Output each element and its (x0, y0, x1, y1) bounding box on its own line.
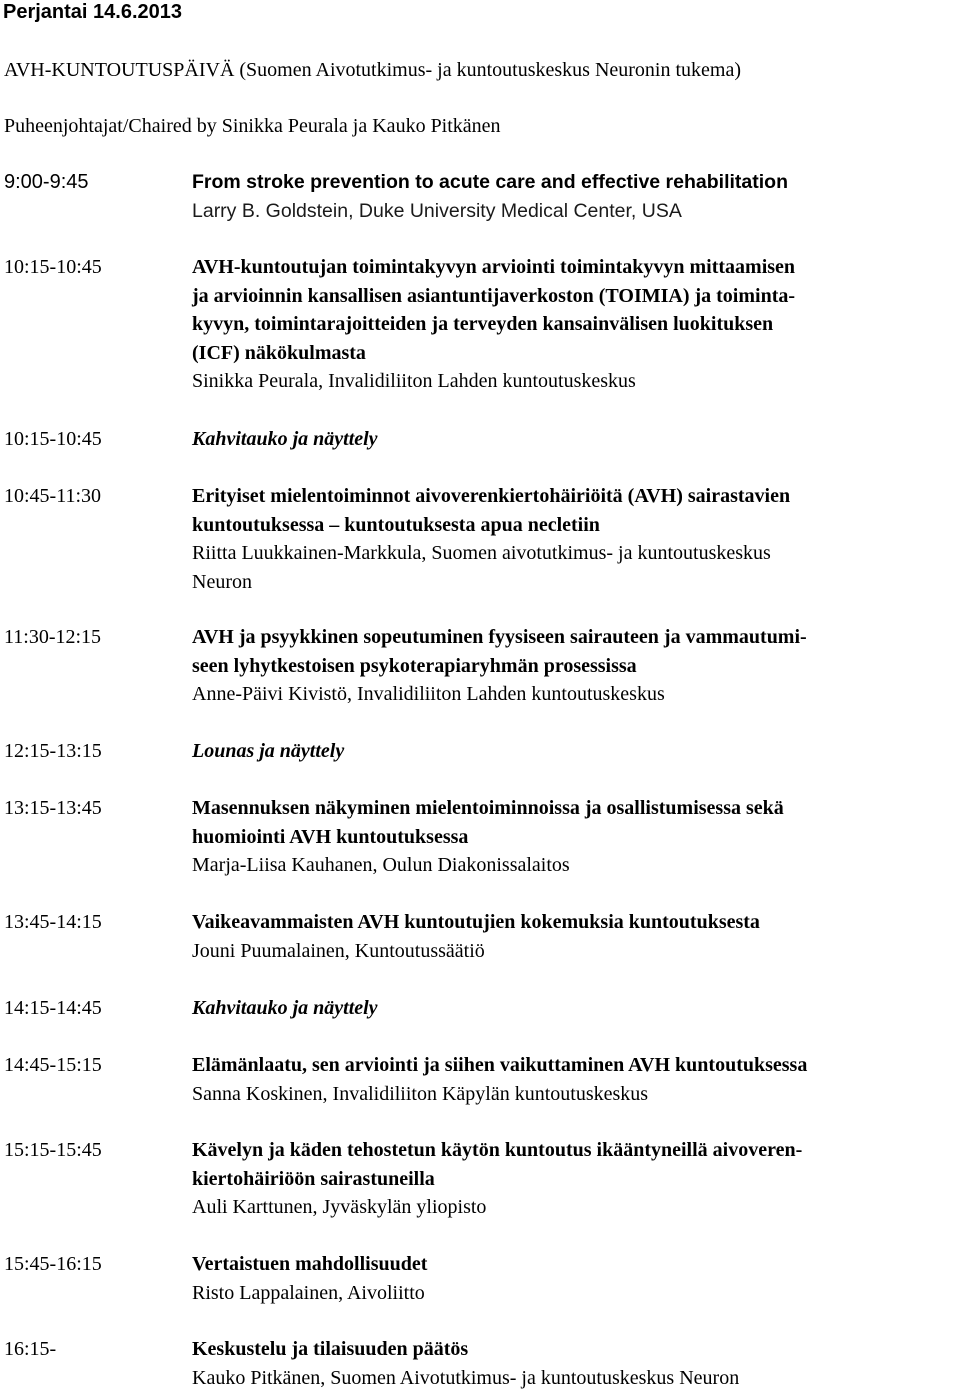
session-speaker: Riitta Luukkainen-Markkula, Suomen aivotutkimus- ja kuntoutuskeskus (192, 542, 771, 564)
session-speaker: Auli Karttunen, Jyväskylän yliopisto (192, 1196, 487, 1218)
session-title: kuntoutuksessa – kuntoutuksesta apua necletiin (192, 513, 600, 536)
session-time: 9:00-9:45 (4, 171, 89, 193)
session-content (192, 253, 960, 396)
session-title: ja arvioinnin kansallisen asiantuntijaverkoston (TOIMIA) ja toiminta- (192, 284, 796, 307)
session-speaker: Larry B. Goldstein, Duke University Medical Center, USA (192, 199, 682, 222)
session-time: 10:15-10:45 (4, 256, 102, 278)
session-title: Elämänlaatu, sen arviointi ja siihen vaikuttaminen AVH kuntoutuksessa (192, 1054, 808, 1076)
session-speaker: Sinikka Peurala, Invalidiliiton Lahden kuntoutuskeskus (192, 370, 636, 392)
session-time: 13:45-14:15 (4, 911, 102, 933)
session-title: AVH ja psyykkinen sopeutuminen fyysiseen sairauteen ja vammautumi- (192, 626, 807, 648)
event-title: AVH-KUNTOUTUSPÄIVÄ (Suomen Aivotutkimus- ja kuntoutuskeskus Neuronin tukema) (4, 59, 742, 81)
day-title: Perjantai 14.6.2013 (3, 1, 183, 23)
session-title: Kahvitauko ja näyttely (192, 428, 378, 450)
session-time: 12:15-13:15 (4, 740, 102, 762)
session-title: AVH-kuntoutujan toimintakyvyn arviointi toimintakyvyn mittaamisen (192, 256, 796, 278)
session-title: Keskustelu ja tilaisuuden päätös (192, 1338, 469, 1360)
session-title: seen lyhytkestoisen psykoterapiaryhmän prosessissa (192, 654, 637, 677)
session-title: Vertaistuen mahdollisuudet (192, 1253, 428, 1275)
chairs: Puheenjohtajat/Chaired by Sinikka Peurala ja Kauko Pitkänen (4, 115, 501, 137)
session-time: 10:45-11:30 (4, 485, 102, 507)
session-title: kyvyn, toimintarajoitteiden ja terveyden kansainvälisen luokituksen (192, 313, 774, 335)
session-title: huomiointi AVH kuntoutuksessa (192, 825, 469, 848)
session-title: kiertohäiriöön sairastuneilla (192, 1167, 435, 1190)
session-time: 15:45-16:15 (4, 1253, 102, 1275)
session-title: Kävelyn ja käden tehostetun käytön kuntoutus ikääntyneillä aivoveren- (192, 1139, 803, 1161)
session-content (192, 623, 960, 709)
session-content (192, 994, 960, 1023)
session-content (192, 1051, 960, 1108)
session-time: 16:15- (4, 1338, 57, 1360)
session-speaker: Marja-Liisa Kauhanen, Oulun Diakonissalaitos (192, 854, 570, 876)
session-title: From stroke prevention to acute care and effective rehabilitation (192, 171, 788, 193)
session-content (192, 1250, 960, 1307)
session-title: Lounas ja näyttely (192, 740, 345, 762)
session-content (192, 425, 960, 454)
session-title: Masennuksen näkyminen mielentoiminnoissa ja osallistumisessa sekä (192, 797, 784, 819)
session-title: (ICF) näkökulmasta (192, 341, 366, 364)
session-content (192, 908, 960, 965)
session-title: Vaikeavammaisten AVH kuntoutujien kokemuksia kuntoutuksesta (192, 911, 760, 933)
session-time: 15:15-15:45 (4, 1139, 102, 1161)
session-content (192, 168, 960, 225)
session-speaker: Neuron (192, 570, 252, 593)
session-content (192, 1335, 960, 1392)
session-speaker: Jouni Puumalainen, Kuntoutussäätiö (192, 939, 485, 962)
session-content (192, 482, 960, 596)
session-speaker: Kauko Pitkänen, Suomen Aivotutkimus- ja kuntoutuskeskus Neuron (192, 1366, 740, 1389)
session-time: 10:15-10:45 (4, 428, 102, 450)
session-speaker: Sanna Koskinen, Invalidiliiton Käpylän kuntoutuskeskus (192, 1082, 649, 1105)
session-title: Kahvitauko ja näyttely (192, 997, 378, 1019)
session-content (192, 1136, 960, 1222)
session-speaker: Risto Lappalainen, Aivoliitto (192, 1281, 425, 1304)
session-speaker: Anne-Päivi Kivistö, Invalidiliiton Lahden kuntoutuskeskus (192, 683, 665, 705)
session-content (192, 794, 960, 880)
session-time: 14:45-15:15 (4, 1054, 102, 1076)
session-time: 11:30-12:15 (4, 626, 102, 648)
session-content (192, 737, 960, 766)
session-title: Erityiset mielentoiminnot aivoverenkiertohäiriöitä (AVH) sairastavien (192, 485, 791, 507)
session-time: 13:15-13:45 (4, 797, 102, 819)
session-time: 14:15-14:45 (4, 997, 102, 1019)
